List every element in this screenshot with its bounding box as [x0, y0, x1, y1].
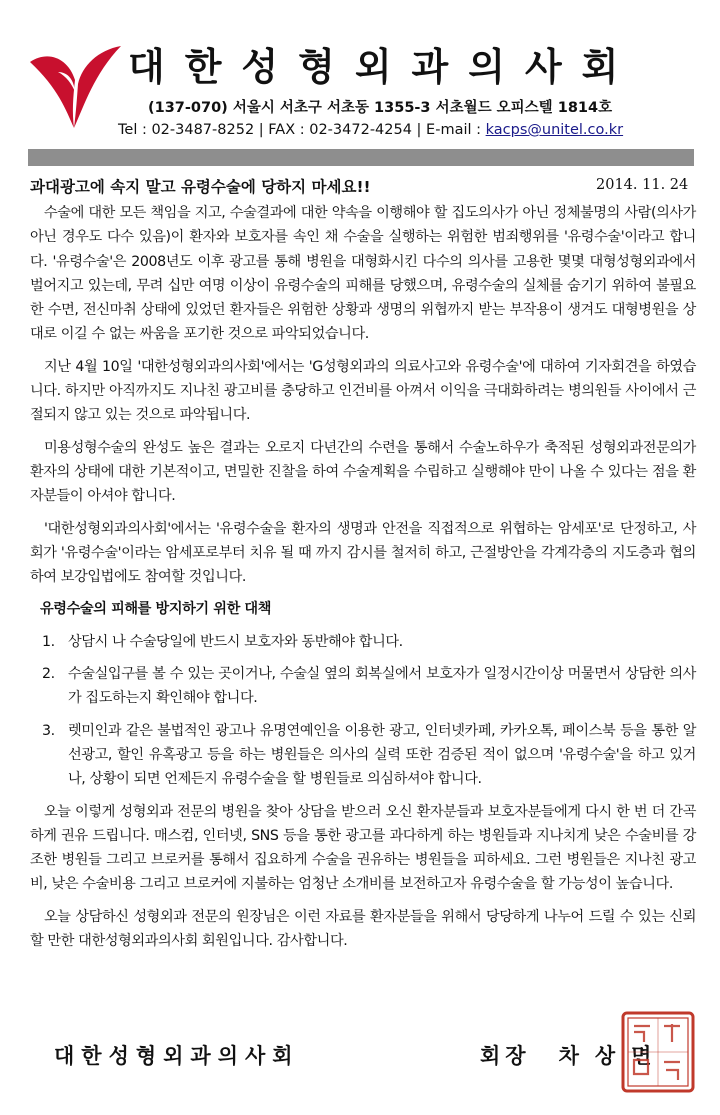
org-title: 대한성형외과의사회 [128, 45, 639, 89]
list-text: 렛미인과 같은 불법적인 광고나 유명연예인을 이용한 광고, 인터넷카페, 카카오톡, 페이스북 등을 통한 알선광고, 할인 유혹광고 등을 하는 병원들은 의사의 실력 또한 검증된 적이 없으며 '유령수술'을 하고 있거나, 상황이 되면 언제든지 유령수술을 할 병원들로 의심하셔야 합니다. [68, 722, 696, 788]
measures-title: 유령수술의 피해를 방지하기 위한 대책 [40, 601, 272, 618]
list-number: 1. [42, 633, 55, 650]
list-number: 2. [42, 666, 55, 683]
society-logo-icon [28, 40, 123, 130]
list-number: 3. [42, 722, 55, 739]
paragraph: 오늘 상담하신 성형외과 전문의 원장님은 이런 자료를 환자분들을 위해서 당당하게 나누어 드릴 수 있는 신뢰할 만한 대한성형외과의사회 회원입니다. 감사합니다. [30, 908, 696, 950]
footer-org-name: 대한성형외과의사회 [54, 1044, 300, 1068]
document-date: 2014. 11. 24 [596, 177, 689, 193]
official-seal-icon [620, 1010, 696, 1094]
paragraph: 지난 4월 10일 '대한성형외과의사회'에서는 'G성형외과의 의료사고와 유령수술'에 대하여 기자회견을 하였습니다. 하지만 아직까지도 지나친 광고비를 충당하고 인건비를 아껴서 이익을 극대화하려는 병의원들 사이에서 근절되지 않고 있는 것으로 파악됩니다. [30, 358, 696, 424]
header-divider-bar [28, 149, 694, 166]
list-item [30, 719, 696, 792]
president-name: 차상면 [558, 1044, 668, 1068]
list-text: 상담시 나 수술당일에 반드시 보호자와 동반해야 합니다. [68, 633, 403, 650]
president-title: 회장 [480, 1044, 531, 1068]
headline: 과대광고에 속지 말고 유령수술에 당하지 마세요!! [30, 178, 371, 196]
org-contact [118, 122, 623, 138]
paragraph: 수술에 대한 모든 책임을 지고, 수술결과에 대한 약속을 이행해야 할 집도의사가 아닌 정체불명의 사람(의사가 아닌 경우도 다수 있음)이 환자와 보호자를 속인 채 수술을 실행하는 위험한 범죄행위를 '유령수술'이라고 합니다. '유령수술'은 2008년도 이후 광고를 통해 병원을 대형화시킨 다수의 의사를 고용한 몇몇 대형성형외과에서 벌어지고 있는데, 무려 십만 여명 이상이 유령수술의 피해를 당했으며, 유령수술의 실체를 숨기기 위하여 불필요한 수면, 전신마취 상태에 있었던 환자들은 위험한 상황과 생명의 위협까지 받는 부작용이 생겨도 대형병원을 상대로 이길 수 없는 싸움을 포기한 것으로 파악되었습니다. [30, 205, 696, 343]
list-item [30, 662, 696, 711]
document-body [30, 201, 696, 961]
paragraph: 미용성형수술의 완성도 높은 결과는 오로지 다년간의 수련을 통해서 수술노하우가 축적된 성형외과전문의가 환자의 상태에 대한 기본적이고, 면밀한 진찰을 하여 수술계획을 수립하고 실행해야 만이 나올 수 있다는 점을 환자분들이 아셔야 합니다. [30, 439, 696, 505]
paragraph: '대한성형외과의사회'에서는 '유령수술을 환자의 생명과 안전을 직접적으로 위협하는 암세포'로 단정하고, 사회가 '유령수술'이라는 암세포로부터 치유 될 때 까지 감시를 철저히 하고, 근절방안을 각계각층의 지도층과 협의하여 보강입법에도 참여할 것입니다. [30, 520, 696, 586]
list-text: 수술실입구를 볼 수 있는 곳이거나, 수술실 옆의 회복실에서 보호자가 일정시간이상 머물면서 상담한 의사가 집도하는지 확인해야 합니다. [68, 666, 696, 707]
list-item [30, 630, 696, 654]
paragraph: 오늘 이렇게 성형외과 전문의 병원을 찾아 상담을 받으러 오신 환자분들과 보호자분들에게 다시 한 번 더 간곡하게 권유 드립니다. 매스컴, 인터넷, SNS 등을 통한 광고를 과다하게 하는 병원들과 지나치게 낮은 수술비를 강조한 병원들 그리고 브로커를 통해서 집요하게 수술을 권유하는 병원들을 피하세요. 그런 병원들은 지나친 광고비, 낮은 수술비용 그리고 브로커에 지불하는 엄청난 소개비를 보전하고자 유령수술을 할 가능성이 높습니다. [30, 803, 696, 893]
tel-fax-text: Tel : 02-3487-8252 | FAX : 02-3472-4254 | E-mail : [118, 122, 486, 138]
org-address: (137-070) 서울시 서초구 서초동 1355-3 서초월드 오피스텔 1814호 [148, 100, 613, 116]
measures-list [30, 630, 696, 792]
email-link[interactable]: kacps@unitel.co.kr [485, 122, 624, 138]
